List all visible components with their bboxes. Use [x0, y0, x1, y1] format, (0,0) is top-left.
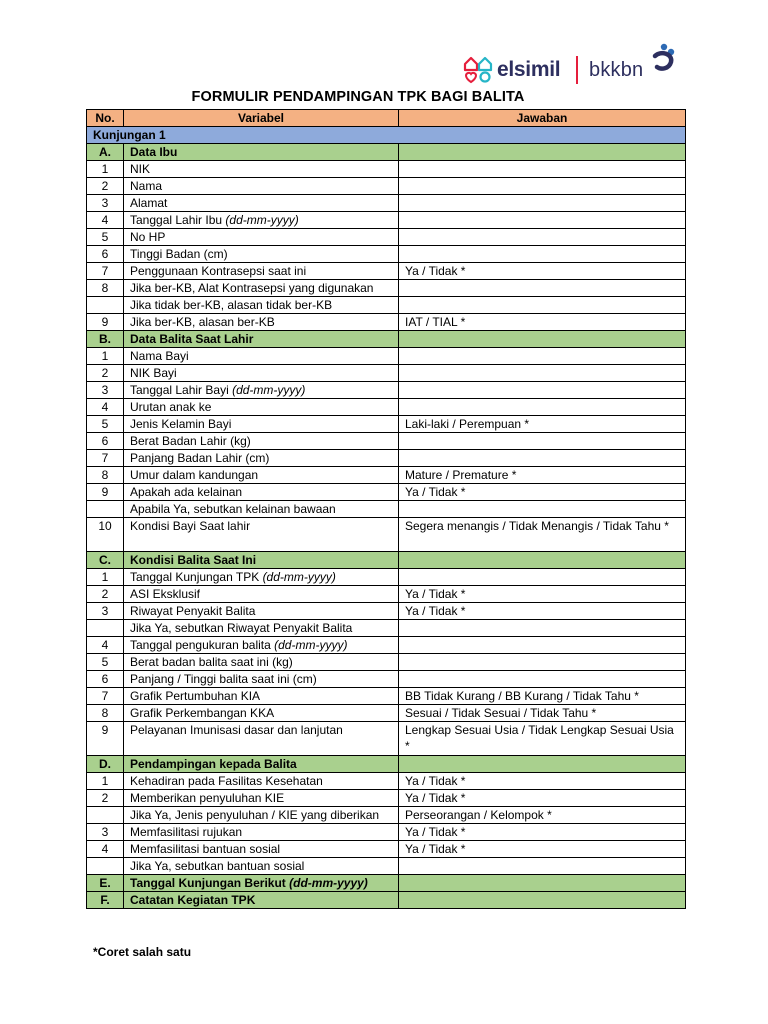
row-variable — [124, 467, 399, 484]
row-variable-text: Riwayat Penyakit Balita — [130, 604, 256, 618]
row-number — [87, 297, 124, 314]
row-answer[interactable] — [399, 365, 686, 382]
row-number: 6 — [87, 433, 124, 450]
table-row — [87, 246, 686, 263]
row-variable — [124, 671, 399, 688]
table-row — [87, 195, 686, 212]
bkkbn-symbol-icon — [647, 42, 677, 76]
visit-row — [87, 127, 686, 144]
section-answer-cell — [399, 144, 686, 161]
row-variable-text: Memfasilitasi rujukan — [130, 825, 243, 839]
table-row — [87, 399, 686, 416]
row-variable — [124, 790, 399, 807]
row-number: 7 — [87, 450, 124, 467]
section-title — [124, 552, 399, 569]
section-id: C. — [87, 552, 124, 569]
section-row — [87, 892, 686, 909]
row-variable-text: No HP — [130, 230, 166, 244]
header-variabel: Variabel — [124, 110, 399, 127]
section-row — [87, 331, 686, 348]
table-row — [87, 229, 686, 246]
footnote: *Coret salah satu — [93, 945, 192, 959]
row-number: 3 — [87, 824, 124, 841]
row-answer[interactable]: Ya / Tidak * — [399, 484, 686, 501]
section-id: F. — [87, 892, 124, 909]
row-variable-text: Grafik Perkembangan KKA — [130, 706, 275, 720]
row-number: 5 — [87, 654, 124, 671]
row-answer[interactable] — [399, 246, 686, 263]
section-title — [124, 892, 399, 909]
row-variable — [124, 433, 399, 450]
logo-group — [460, 44, 700, 94]
section-title — [124, 875, 399, 892]
row-answer[interactable]: Ya / Tidak * — [399, 586, 686, 603]
section-row — [87, 552, 686, 569]
table-row — [87, 790, 686, 807]
row-variable — [124, 841, 399, 858]
row-variable — [124, 212, 399, 229]
row-variable — [124, 824, 399, 841]
table-row — [87, 161, 686, 178]
row-answer[interactable] — [399, 637, 686, 654]
row-variable-text: Memfasilitasi bantuan sosial — [130, 842, 281, 856]
table-row — [87, 858, 686, 875]
table-row — [87, 654, 686, 671]
row-variable — [124, 246, 399, 263]
row-number: 9 — [87, 722, 124, 756]
table-row — [87, 773, 686, 790]
row-number: 2 — [87, 365, 124, 382]
form-title: FORMULIR PENDAMPINGAN TPK BAGI BALITA — [191, 89, 525, 105]
section-title — [124, 756, 399, 773]
row-answer[interactable]: BB Tidak Kurang / BB Kurang / Tidak Tahu * — [399, 688, 686, 705]
row-variable — [124, 773, 399, 790]
row-number: 4 — [87, 841, 124, 858]
row-variable-text: Memberikan penyuluhan KIE — [130, 791, 285, 805]
row-variable-text: ASI Eksklusif — [130, 587, 201, 601]
row-number — [87, 501, 124, 518]
row-answer[interactable] — [399, 620, 686, 637]
row-variable — [124, 450, 399, 467]
table-row — [87, 212, 686, 229]
elsimil-logo — [460, 44, 580, 94]
table-row — [87, 824, 686, 841]
row-number: 3 — [87, 382, 124, 399]
row-answer[interactable]: IAT / TIAL * — [399, 314, 686, 331]
section-id: E. — [87, 875, 124, 892]
section-title — [124, 144, 399, 161]
row-variable-format: (dd-mm-yyyy) — [262, 570, 336, 584]
row-number: 2 — [87, 790, 124, 807]
table-row — [87, 467, 686, 484]
table-row — [87, 263, 686, 280]
row-answer[interactable]: Laki-laki / Perempuan * — [399, 416, 686, 433]
row-number: 4 — [87, 212, 124, 229]
row-number: 3 — [87, 195, 124, 212]
row-variable-text: Jika Ya, Jenis penyuluhan / KIE yang diberikan — [130, 808, 380, 822]
row-variable — [124, 161, 399, 178]
row-variable — [124, 705, 399, 722]
row-variable — [124, 603, 399, 620]
table-row — [87, 484, 686, 501]
row-answer[interactable] — [399, 399, 686, 416]
row-variable — [124, 807, 399, 824]
table-row — [87, 722, 686, 756]
row-variable-format: (dd-mm-yyyy) — [232, 383, 306, 397]
header-jawaban: Jawaban — [399, 110, 686, 127]
row-variable — [124, 586, 399, 603]
row-variable — [124, 314, 399, 331]
row-number: 4 — [87, 399, 124, 416]
row-variable-text: Jika Ya, sebutkan Riwayat Penyakit Balita — [130, 621, 353, 635]
row-number: 7 — [87, 263, 124, 280]
row-variable-text: Tanggal Lahir Ibu — [130, 213, 223, 227]
row-number: 5 — [87, 416, 124, 433]
row-variable-text: Tanggal pengukuran balita — [130, 638, 271, 652]
row-number: 1 — [87, 161, 124, 178]
row-number — [87, 620, 124, 637]
visit-label: Kunjungan 1 — [87, 127, 686, 144]
row-answer[interactable]: Ya / Tidak * — [399, 773, 686, 790]
row-number — [87, 858, 124, 875]
row-variable — [124, 858, 399, 875]
section-row — [87, 756, 686, 773]
table-row — [87, 620, 686, 637]
row-variable-text: Apabila Ya, sebutkan kelainan bawaan — [130, 502, 336, 516]
row-answer[interactable]: Sesuai / Tidak Sesuai / Tidak Tahu * — [399, 705, 686, 722]
row-variable — [124, 365, 399, 382]
row-variable — [124, 229, 399, 246]
row-number: 6 — [87, 246, 124, 263]
row-variable-text: NIK — [130, 162, 151, 176]
row-number: 8 — [87, 467, 124, 484]
section-title-format: (dd-mm-yyyy) — [289, 876, 368, 890]
row-number: 1 — [87, 773, 124, 790]
table-row — [87, 688, 686, 705]
section-answer-cell — [399, 331, 686, 348]
row-variable-text: Grafik Pertumbuhan KIA — [130, 689, 261, 703]
section-title-text: Kondisi Balita Saat Ini — [130, 553, 257, 567]
row-answer[interactable]: Ya / Tidak * — [399, 263, 686, 280]
table-row — [87, 365, 686, 382]
table-row — [87, 671, 686, 688]
row-answer[interactable] — [399, 501, 686, 518]
bkkbn-wordmark: bkkbn — [589, 59, 644, 81]
row-variable-format: (dd-mm-yyyy) — [225, 213, 299, 227]
row-answer[interactable] — [399, 858, 686, 875]
row-answer[interactable] — [399, 297, 686, 314]
row-variable — [124, 178, 399, 195]
table-header-row — [87, 110, 686, 127]
row-answer[interactable] — [399, 450, 686, 467]
section-id: D. — [87, 756, 124, 773]
form-table — [86, 109, 686, 909]
row-variable — [124, 195, 399, 212]
table-row — [87, 637, 686, 654]
row-answer[interactable] — [399, 382, 686, 399]
bkkbn-logo — [587, 44, 687, 94]
table-row — [87, 569, 686, 586]
row-answer[interactable] — [399, 569, 686, 586]
row-variable — [124, 399, 399, 416]
row-variable — [124, 297, 399, 314]
row-variable-text: Jenis Kelamin Bayi — [130, 417, 232, 431]
row-variable — [124, 518, 399, 552]
table-row — [87, 603, 686, 620]
row-variable-text: Berat Badan Lahir (kg) — [130, 434, 251, 448]
logo-divider — [576, 56, 578, 84]
row-variable-text: Apakah ada kelainan — [130, 485, 243, 499]
row-number: 4 — [87, 637, 124, 654]
row-variable-text: Tanggal Kunjungan TPK — [130, 570, 260, 584]
section-title-text: Data Ibu — [130, 145, 178, 159]
row-number: 7 — [87, 688, 124, 705]
row-answer[interactable]: Ya / Tidak * — [399, 841, 686, 858]
section-title-text: Pendampingan kepada Balita — [130, 757, 297, 771]
elsimil-house-icon — [462, 52, 498, 88]
row-number: 5 — [87, 229, 124, 246]
row-variable-text: Penggunaan Kontrasepsi saat ini — [130, 264, 307, 278]
table-row — [87, 705, 686, 722]
row-answer[interactable] — [399, 671, 686, 688]
table-row — [87, 348, 686, 365]
row-variable-text: Tanggal Lahir Bayi — [130, 383, 229, 397]
row-answer[interactable] — [399, 229, 686, 246]
section-row — [87, 144, 686, 161]
row-variable-text: Jika Ya, sebutkan bantuan sosial — [130, 859, 305, 873]
row-variable-text: Panjang / Tinggi balita saat ini (cm) — [130, 672, 317, 686]
row-number: 9 — [87, 314, 124, 331]
row-variable — [124, 722, 399, 756]
table-row — [87, 433, 686, 450]
row-answer[interactable] — [399, 433, 686, 450]
section-title-text: Catatan Kegiatan TPK — [130, 893, 256, 907]
table-row — [87, 450, 686, 467]
row-variable — [124, 484, 399, 501]
section-answer-cell — [399, 552, 686, 569]
row-answer[interactable]: Perseorangan / Kelompok * — [399, 807, 686, 824]
row-variable-text: Nama — [130, 179, 163, 193]
row-variable — [124, 654, 399, 671]
row-variable-text: Jika tidak ber-KB, alasan tidak ber-KB — [130, 298, 333, 312]
row-variable-format: (dd-mm-yyyy) — [274, 638, 348, 652]
section-id: A. — [87, 144, 124, 161]
table-row — [87, 807, 686, 824]
table-row — [87, 314, 686, 331]
row-number: 1 — [87, 569, 124, 586]
row-answer[interactable] — [399, 195, 686, 212]
row-variable — [124, 263, 399, 280]
table-row — [87, 518, 686, 552]
row-number: 2 — [87, 178, 124, 195]
row-number: 8 — [87, 705, 124, 722]
row-number: 1 — [87, 348, 124, 365]
header-no: No. — [87, 110, 124, 127]
row-answer[interactable] — [399, 178, 686, 195]
row-number: 6 — [87, 671, 124, 688]
row-variable-text: Umur dalam kandungan — [130, 468, 259, 482]
row-variable-text: Nama Bayi — [130, 349, 189, 363]
row-variable-text: Urutan anak ke — [130, 400, 212, 414]
row-variable — [124, 348, 399, 365]
table-row — [87, 178, 686, 195]
row-answer[interactable] — [399, 348, 686, 365]
row-variable — [124, 688, 399, 705]
section-id: B. — [87, 331, 124, 348]
table-row — [87, 841, 686, 858]
row-number: 10 — [87, 518, 124, 552]
row-answer[interactable]: Ya / Tidak * — [399, 824, 686, 841]
section-answer-cell — [399, 875, 686, 892]
row-variable — [124, 280, 399, 297]
row-number: 2 — [87, 586, 124, 603]
table-body — [87, 127, 686, 909]
row-variable-text: Pelayanan Imunisasi dasar dan lanjutan — [130, 723, 343, 737]
row-answer[interactable] — [399, 654, 686, 671]
row-answer[interactable] — [399, 212, 686, 229]
row-variable — [124, 569, 399, 586]
row-answer[interactable]: Ya / Tidak * — [399, 603, 686, 620]
section-row — [87, 875, 686, 892]
row-variable-text: NIK Bayi — [130, 366, 177, 380]
row-answer[interactable]: Mature / Premature * — [399, 467, 686, 484]
table-row — [87, 280, 686, 297]
row-answer[interactable]: Ya / Tidak * — [399, 790, 686, 807]
row-variable-text: Jika ber-KB, alasan ber-KB — [130, 315, 275, 329]
row-answer[interactable] — [399, 161, 686, 178]
row-number: 9 — [87, 484, 124, 501]
table-row — [87, 382, 686, 399]
row-answer[interactable]: Lengkap Sesuai Usia / Tidak Lengkap Sesuai Usia * — [399, 722, 686, 756]
table-row — [87, 501, 686, 518]
row-variable-text: Panjang Badan Lahir (cm) — [130, 451, 270, 465]
section-title — [124, 331, 399, 348]
row-number: 3 — [87, 603, 124, 620]
row-variable-text: Tinggi Badan (cm) — [130, 247, 228, 261]
table-row — [87, 586, 686, 603]
row-variable-text: Jika ber-KB, Alat Kontrasepsi yang digunakan — [130, 281, 374, 295]
row-number: 8 — [87, 280, 124, 297]
row-answer[interactable]: Segera menangis / Tidak Menangis / Tidak Tahu * — [399, 518, 686, 552]
row-variable — [124, 382, 399, 399]
row-answer[interactable] — [399, 280, 686, 297]
row-number — [87, 807, 124, 824]
row-variable-text: Berat badan balita saat ini (kg) — [130, 655, 293, 669]
section-answer-cell — [399, 892, 686, 909]
row-variable-text: Kondisi Bayi Saat lahir — [130, 519, 251, 533]
row-variable — [124, 620, 399, 637]
section-title-text: Data Balita Saat Lahir — [130, 332, 254, 346]
row-variable-text: Kehadiran pada Fasilitas Kesehatan — [130, 774, 323, 788]
table-row — [87, 297, 686, 314]
elsimil-wordmark: elsimil — [497, 58, 561, 81]
row-variable — [124, 501, 399, 518]
section-title-text: Tanggal Kunjungan Berikut — [130, 876, 286, 890]
row-variable — [124, 416, 399, 433]
section-answer-cell — [399, 756, 686, 773]
table-row — [87, 416, 686, 433]
row-variable-text: Alamat — [130, 196, 168, 210]
row-variable — [124, 637, 399, 654]
